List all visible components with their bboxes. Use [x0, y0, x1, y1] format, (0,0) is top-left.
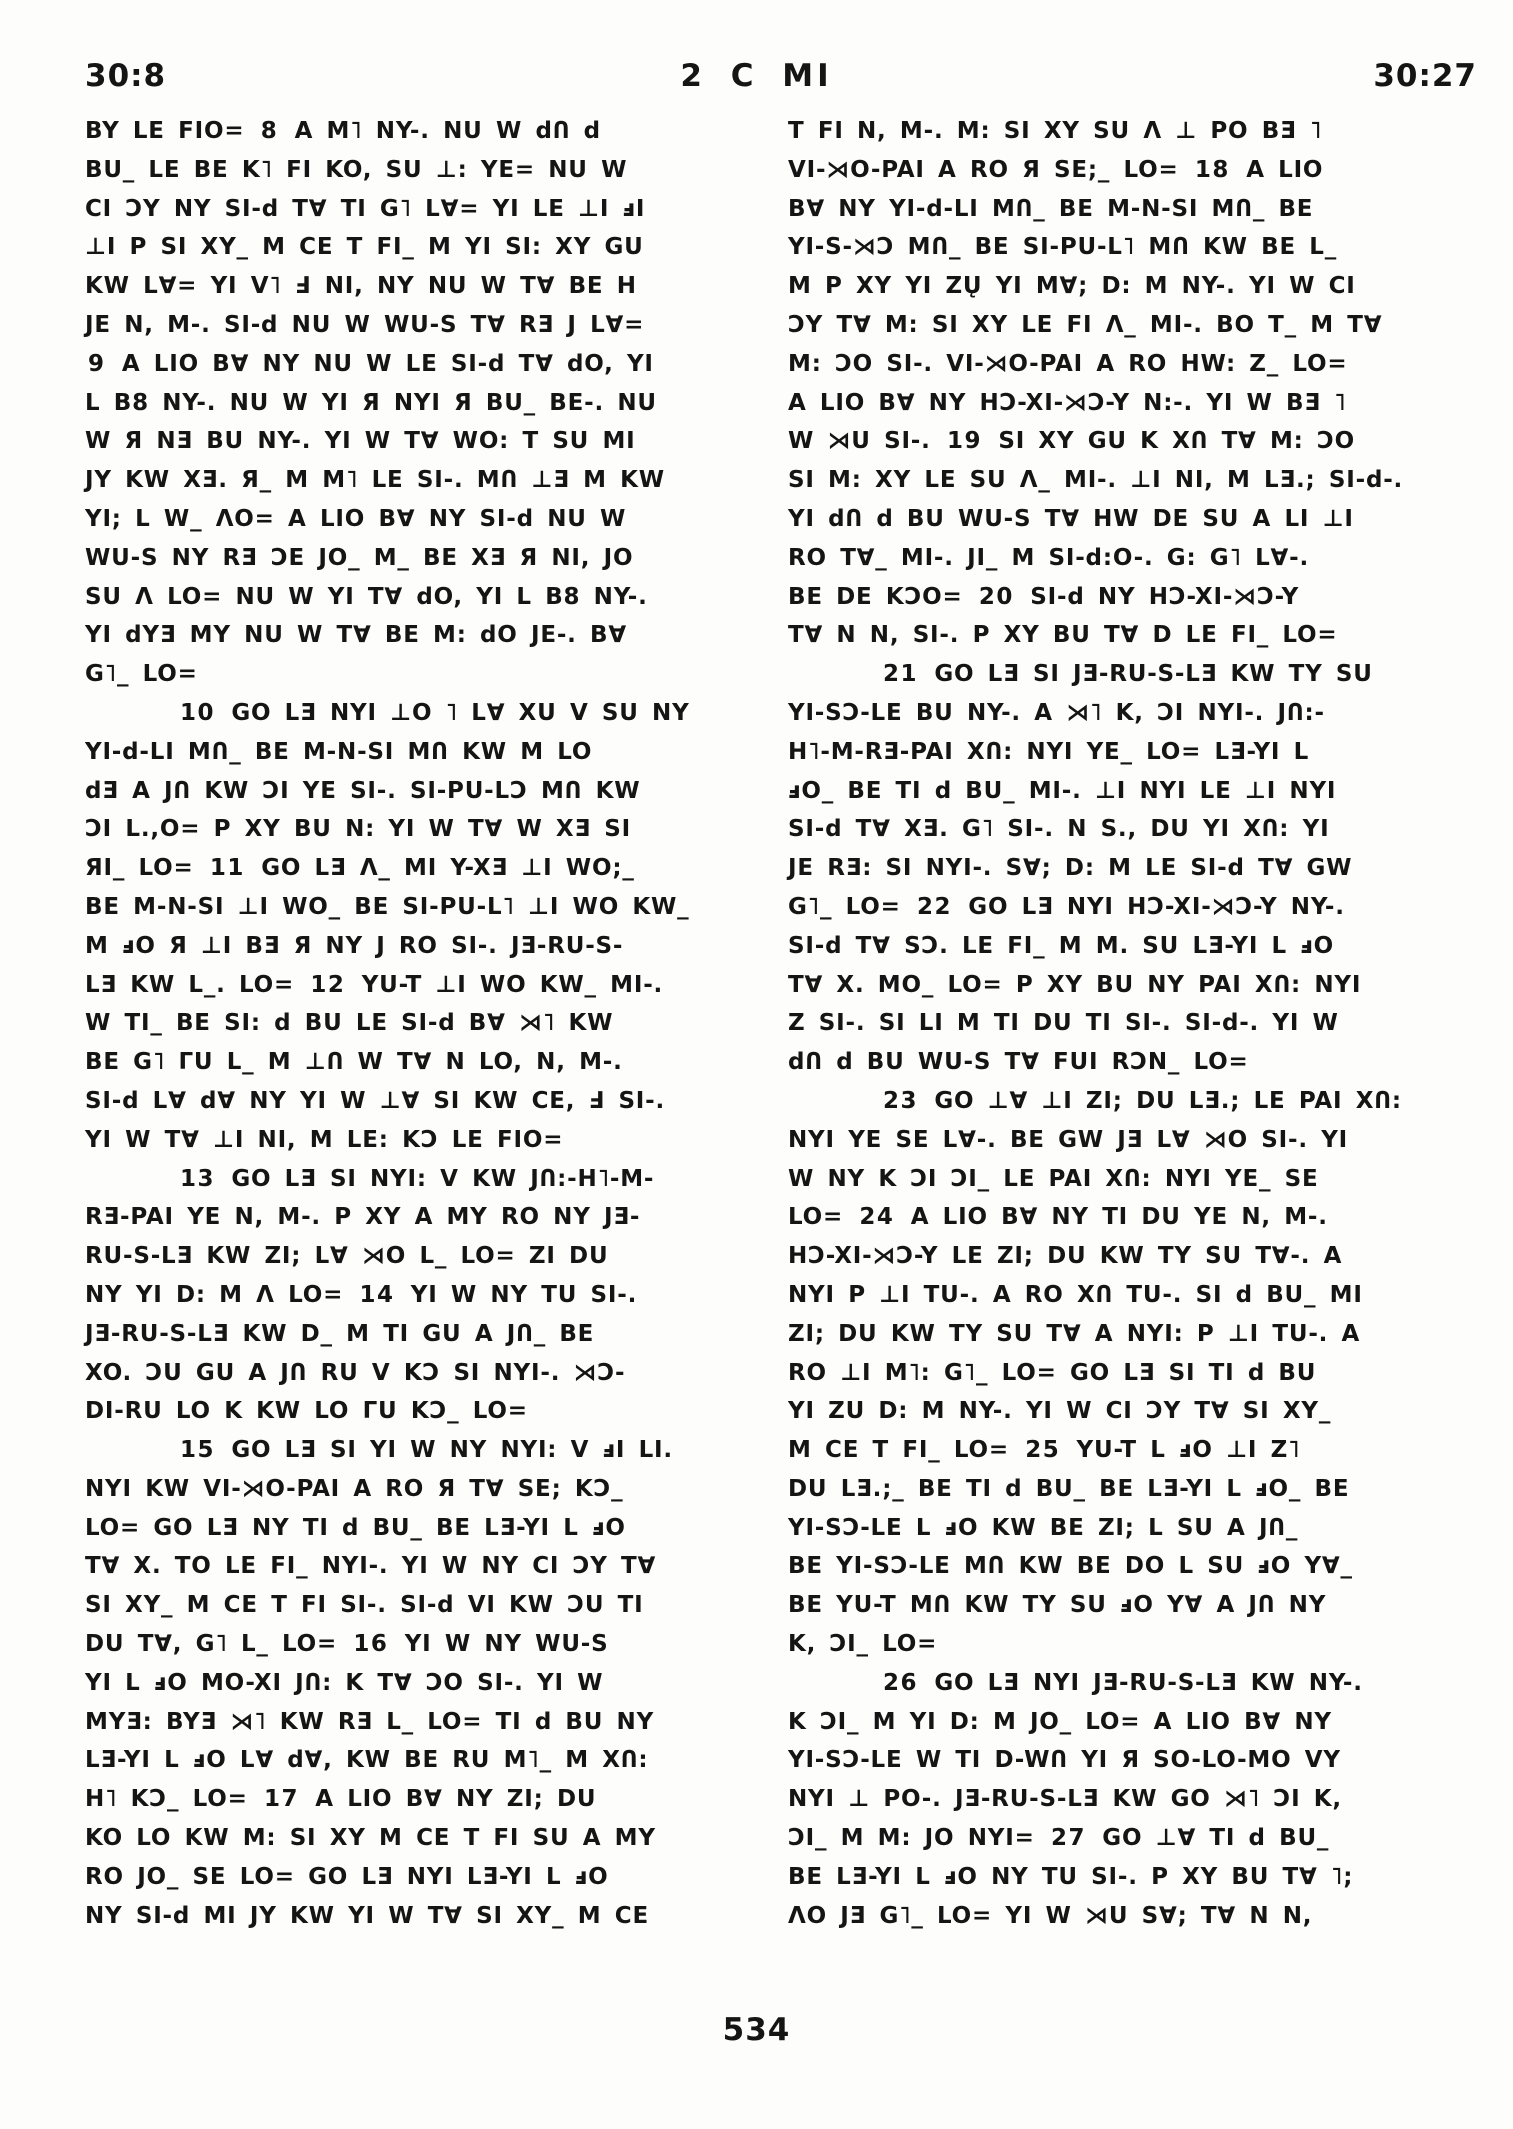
- text-line: BE YU-T MՈ KW TY SU ⅎO Y∀ A JՈ NY: [788, 1592, 1327, 1619]
- verse-number: 19: [947, 428, 983, 455]
- text-line: 9 A LIO B∀ NY NU W LE SI-d T∀ dO, YI: [85, 345, 757, 384]
- verse-number: 14: [359, 1281, 395, 1308]
- text-line: JE N, M-. SI-d NU W WU-S T∀ RƎ J L∀=: [85, 311, 645, 338]
- verse-number: 22: [916, 893, 952, 920]
- text-line: ⊥I P SI XY_ M CE T FI_ M YI SI: XY GU: [85, 234, 644, 261]
- page-header: [0, 58, 1513, 104]
- text-line: 21 GO LƎ SI JƎ-RU-S-LƎ KW TY SU: [788, 655, 1460, 694]
- text-line: YI dՈ d BU WU-S T∀ HW DE SU A LI ⊥I: [788, 505, 1354, 532]
- text-line: DI-RU LO K KW LO ΓU KƆ_ LO=: [85, 1398, 528, 1425]
- verse-number: 24: [859, 1204, 895, 1231]
- verse-number: 13: [180, 1165, 216, 1192]
- text-line: M CE T FI_ LO= 25 YU-T L ⅎO ⊥I Z˥: [788, 1437, 1301, 1464]
- text-line: LO= GO LƎ NY TI d BU_ BE LƎ-YI L ⅎO: [85, 1514, 626, 1541]
- text-line: YI-SƆ-LE W TI D-WՈ YI Я SO-LO-MO VY: [788, 1747, 1341, 1774]
- text-column-left: [85, 112, 757, 1935]
- text-line: W Я NƎ BU NY-. YI W T∀ WO: T SU MI: [85, 428, 636, 455]
- text-line: W NY K ƆI ƆI_ LE PAI XՈ: NYI YE_ SE: [788, 1165, 1319, 1192]
- text-line: LO= 24 A LIO B∀ NY TI DU YE N, M-.: [788, 1204, 1328, 1231]
- text-line: 13 GO LƎ SI NYI: V KW JՈ:-H˥-M-: [85, 1160, 757, 1199]
- text-line: LƎ-YI L ⅎO L∀ d∀, KW BE RU M˥_ M XՈ:: [85, 1747, 649, 1774]
- verse-number: 10: [180, 699, 216, 726]
- text-line: B∀ NY YI-d-LI MՈ_ BE M-N-SI MՈ_ BE: [788, 195, 1314, 222]
- text-line: A LIO B∀ NY HƆ-XI-⋊Ɔ-Y N:-. YI W BƎ ˥: [788, 389, 1347, 416]
- text-line: BU_ LE BE K˥ FI KO, SU ⊥: YE= NU W: [85, 156, 628, 183]
- verse-number: 15: [180, 1437, 216, 1464]
- verse-number: 23: [883, 1087, 919, 1114]
- text-line: RƎ-PAI YE N, M-. P XY A MY RO NY JƎ-: [85, 1204, 641, 1231]
- text-line: ⅎO_ BE TI d BU_ MI-. ⊥I NYI LE ⊥I NYI: [788, 777, 1337, 804]
- verse-number: 16: [353, 1631, 389, 1658]
- text-line: M: ƆO SI-. VI-⋊O-PAI A RO HW: Z_ LO=: [788, 350, 1348, 377]
- text-line: KW L∀= YI V˥ Ⅎ NI, NY NU W T∀ BE H: [85, 273, 637, 300]
- text-line: 15 GO LƎ SI YI W NY NYI: V ⅎI LI.: [85, 1431, 757, 1470]
- verse-number: 12: [310, 971, 346, 998]
- text-line: YI L ⅎO MO-XI JՈ: K T∀ ƆO SI-. YI W: [85, 1669, 604, 1696]
- text-line: BE YI-SƆ-LE MՈ KW BE DO L SU ⅎO Y∀_: [788, 1553, 1353, 1580]
- verse-number: 17: [263, 1786, 299, 1813]
- text-line: W ⋊U SI-. 19 SI XY GU K XՈ T∀ M: ƆO: [788, 428, 1356, 455]
- text-line: JE RƎ: SI NYI-. S∀; D: M LE SI-d T∀ GW: [788, 855, 1353, 882]
- text-line: WU-S NY RƎ ƆE JO_ M_ BE XƎ Я NI, JO: [85, 544, 634, 571]
- text-line: SI-d T∀ XƎ. G˥ SI-. N S., DU YI XՈ: YI: [788, 816, 1330, 843]
- text-line: NYI ⊥ PO-. JƎ-RU-S-LƎ KW GO ⋊˥ ƆI K,: [788, 1786, 1342, 1813]
- text-line: ΛO JƎ G˥_ LO= YI W ⋊U S∀; T∀ N N,: [788, 1902, 1313, 1929]
- verse-number: 26: [883, 1669, 919, 1696]
- text-line: HƆ-XI-⋊Ɔ-Y LE ZI; DU KW TY SU T∀-. A: [788, 1243, 1343, 1270]
- text-line: XO. ƆU GU A JՈ RU V KƆ SI NYI-. ⋊Ɔ-: [85, 1359, 626, 1386]
- text-line: YI W T∀ ⊥I NI, M LE: KƆ LE FIO=: [85, 1126, 564, 1153]
- text-line: ƆY T∀ M: SI XY LE FI Λ_ MI-. BO T_ M T∀: [788, 311, 1383, 338]
- text-line: 10 GO LƎ NYI ⊥O ˥ L∀ XU V SU NY: [85, 694, 757, 733]
- text-line: YI-d-LI MՈ_ BE M-N-SI MՈ KW M LO: [85, 738, 593, 765]
- verse-number: 11: [209, 855, 245, 882]
- text-line: M ⅎO Я ⊥I BƎ Я NY J RO SI-. JƎ-RU-S-: [85, 932, 624, 959]
- text-line: ƆI_ M M: JO NYI= 27 GO ⊥∀ TI d BU_: [788, 1825, 1330, 1852]
- text-line: T FI N, M-. M: SI XY SU Λ ⊥ PO BƎ ˥: [788, 118, 1323, 144]
- text-line: W TI_ BE SI: d BU LE SI-d B∀ ⋊˥ KW: [85, 1010, 614, 1037]
- page-footer: [0, 2012, 1513, 2048]
- text-line: JƎ-RU-S-LƎ KW D_ M TI GU A JՈ_ BE: [85, 1320, 595, 1347]
- text-line: MYƎ: BYƎ ⋊˥ KW RƎ L_ LO= TI d BU NY: [85, 1708, 655, 1735]
- text-line: JY KW XƎ. Я_ M M˥ LE SI-. MՈ ⊥Ǝ M KW: [85, 467, 665, 494]
- text-line: SI XY_ M CE T FI SI-. SI-d VI KW ƆU TI: [85, 1592, 644, 1619]
- text-line: NYI YE SE L∀-. BE GW JƎ L∀ ⋊O SI-. YI: [788, 1126, 1349, 1153]
- verse-number: 8: [260, 118, 279, 144]
- text-line: ZI; DU KW TY SU T∀ A NYI: P ⊥I TU-. A: [788, 1320, 1361, 1347]
- text-line: Z SI-. SI LI M TI DU TI SI-. SI-d-. YI W: [788, 1010, 1339, 1037]
- text-line: M P XY YI ZŲ YI M∀; D: M NY-. YI W CI: [788, 273, 1356, 300]
- text-line: CI ƆY NY SI-d T∀ TI G˥ L∀= YI LE ⊥I ⅎI: [85, 195, 646, 222]
- text-line: SI-d L∀ d∀ NY YI W ⊥∀ SI KW CE, Ⅎ SI-.: [85, 1087, 666, 1114]
- header-book-title: 2 C MI: [680, 58, 833, 94]
- text-line: SI M: XY LE SU Λ_ MI-. ⊥I NI, M LƎ.; SI-d-.: [788, 467, 1404, 494]
- text-line: dՈ d BU WU-S T∀ FUI RƆN_ LO=: [788, 1049, 1249, 1076]
- verse-number: 27: [1050, 1825, 1086, 1852]
- text-line: RU-S-LƎ KW ZI; L∀ ⋊O L_ LO= ZI DU: [85, 1243, 609, 1270]
- text-line: LƎ KW L_. LO= 12 YU-T ⊥I WO KW_ MI-.: [85, 971, 664, 998]
- page-number: 534: [722, 2012, 791, 2048]
- text-line: DU LƎ.;_ BE TI d BU_ BE LƎ-YI L ⅎO_ BE: [788, 1475, 1350, 1502]
- text-line: K ƆI_ M YI D: M JO_ LO= A LIO B∀ NY: [788, 1708, 1332, 1735]
- verse-number: 20: [978, 583, 1014, 610]
- text-line: L B8 NY-. NU W YI Я NYI Я BU_ BE-. NU: [85, 389, 657, 416]
- text-line: dƎ A JՈ KW ƆI YE SI-. SI-PU-LƆ MՈ KW: [85, 777, 641, 804]
- text-line: K, ƆI_ LO=: [788, 1631, 938, 1658]
- text-line: YI-SƆ-LE BU NY-. A ⋊˥ K, ƆI NYI-. JՈ:-: [788, 699, 1325, 726]
- text-line: T∀ X. TO LE FI_ NYI-. YI W NY CI ƆY T∀: [85, 1553, 657, 1580]
- text-line: NYI KW VI-⋊O-PAI A RO Я T∀ SE; KƆ_: [85, 1475, 624, 1502]
- text-line: G˥_ LO=: [85, 661, 198, 688]
- text-line: BE DE KƆO= 20 SI-d NY HƆ-XI-⋊Ɔ-Y: [788, 583, 1300, 610]
- text-line: SI-d T∀ SƆ. LE FI_ M M. SU LƎ-YI L ⅎO: [788, 932, 1335, 959]
- text-line: YI-S-⋊Ɔ MՈ_ BE SI-PU-L˥ MՈ KW BE L_: [788, 234, 1338, 261]
- text-line: YI ZU D: M NY-. YI W CI ƆY T∀ SI XY_: [788, 1398, 1332, 1425]
- text-line: RO JO_ SE LO= GO LƎ NYI LƎ-YI L ⅎO: [85, 1863, 609, 1890]
- text-line: RO ⊥I M˥: G˥_ LO= GO LƎ SI TI d BU: [788, 1359, 1317, 1386]
- text-line: YI; L W_ ΛO= A LIO B∀ NY SI-d NU W: [85, 505, 627, 532]
- verse-number: 25: [1025, 1437, 1061, 1464]
- text-line: KO LO KW M: SI XY M CE T FI SU A MY: [85, 1825, 656, 1852]
- verse-number: 9: [88, 350, 106, 377]
- text-line: T∀ N N, SI-. P XY BU T∀ D LE FI_ LO=: [788, 622, 1338, 649]
- text-line: NY SI-d MI JY KW YI W T∀ SI XY_ M CE: [85, 1902, 649, 1929]
- text-line: H˥-M-RƎ-PAI XՈ: NYI YE_ LO= LƎ-YI L: [788, 738, 1310, 765]
- text-line: YI dYƎ MY NU W T∀ BE M: dO JE-. B∀: [85, 622, 627, 649]
- text-line: DU T∀, G˥ L_ LO= 16 YI W NY WU-S: [85, 1631, 609, 1658]
- text-line: 23 GO ⊥∀ ⊥I ZI; DU LƎ.; LE PAI XՈ:: [788, 1082, 1460, 1121]
- text-column-right: [788, 112, 1460, 1935]
- text-line: YI-SƆ-LE L ⅎO KW BE ZI; L SU A JՈ_: [788, 1514, 1299, 1541]
- text-line: SU Λ LO= NU W YI T∀ dO, YI L B8 NY-.: [85, 583, 648, 610]
- text-line: NYI P ⊥I TU-. A RO XՈ TU-. SI d BU_ MI: [788, 1281, 1363, 1308]
- verse-number: 18: [1194, 156, 1230, 183]
- text-line: ƆI L.,O= P XY BU N: YI W T∀ W XƎ SI: [85, 816, 632, 843]
- header-verse-ref-left: 30:8: [85, 58, 167, 94]
- text-line: VI-⋊O-PAI A RO Я SE;_ LO= 18 A LIO: [788, 156, 1324, 183]
- text-line: 26 GO LƎ NYI JƎ-RU-S-LƎ KW NY-.: [788, 1664, 1460, 1703]
- header-verse-ref-right: 30:27: [1373, 58, 1477, 94]
- text-line: NY YI D: M Λ LO= 14 YI W NY TU SI-.: [85, 1281, 638, 1308]
- text-line: BE LƎ-YI L ⅎO NY TU SI-. P XY BU T∀ ˥;: [788, 1863, 1354, 1890]
- text-line: BY LE FIO= 8 A M˥ NY-. NU W dՈ d: [85, 118, 601, 144]
- text-line: BE M-N-SI ⊥I WO_ BE SI-PU-L˥ ⊥I WO KW_: [85, 893, 690, 920]
- text-line: BE G˥ ΓU L_ M ⊥Ո W T∀ N LO, N, M-.: [85, 1049, 623, 1076]
- text-line: G˥_ LO= 22 GO LƎ NYI HƆ-XI-⋊Ɔ-Y NY-.: [788, 893, 1345, 920]
- text-line: ЯI_ LO= 11 GO LƎ Λ_ MI Y-XƎ ⊥I WO;_: [85, 855, 635, 882]
- verse-number: 21: [883, 661, 919, 688]
- text-line: T∀ X. MO_ LO= P XY BU NY PAI XՈ: NYI: [788, 971, 1362, 998]
- text-line: H˥ KƆ_ LO= 17 A LIO B∀ NY ZI; DU: [85, 1786, 597, 1813]
- text-line: RO T∀_ MI-. JI_ M SI-d:O-. G: G˥ L∀-.: [788, 544, 1310, 571]
